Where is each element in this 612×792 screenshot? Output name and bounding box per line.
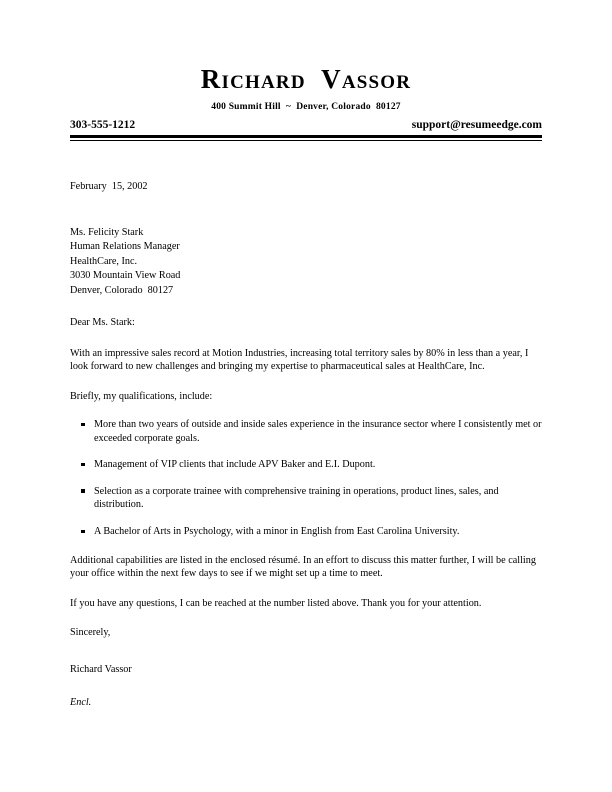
letterhead (70, 66, 542, 141)
closing-paragraph-2: If you have any questions, I can be reached at the number listed above. Thank you for your attention. (70, 597, 482, 609)
qualifications-lead-in: Briefly, my qualifications, include: (70, 390, 213, 402)
qualifications-list (70, 418, 542, 538)
list-item-text: Selection as a corporate trainee with comprehensive training in operations, product lines, sales, and distribution. (94, 485, 499, 511)
signoff: Sincerely, (70, 627, 111, 639)
square-bullet-icon (81, 463, 85, 467)
list-item (70, 525, 542, 539)
list-item (70, 485, 542, 512)
square-bullet-icon (81, 530, 85, 534)
date-line: February 15, 2002 (70, 181, 148, 192)
opening-paragraph: With an impressive sales record at Motion Industries, increasing total territory sales by 80% in less than a year, I look forward to new challenges and bringing my expertise to pharmaceutical sales at HealthCare, Inc. (70, 347, 529, 373)
recipient-line: HealthCare, Inc. (70, 255, 138, 267)
list-item-text: A Bachelor of Arts in Psychology, with a minor in English from East Carolina University. (94, 526, 460, 538)
list-item (70, 458, 542, 472)
recipient-line: Denver, Colorado 80127 (70, 284, 174, 296)
salutation: Dear Ms. Stark: (70, 316, 135, 328)
list-item (70, 418, 542, 445)
list-item-text: Management of VIP clients that include APV Baker and E.I. Dupont. (94, 459, 376, 471)
letterhead-address: 400 Summit Hill ~ Denver, Colorado 80127 (211, 102, 401, 112)
letterhead-contact-row (70, 119, 542, 131)
letterhead-name: Richard Vassor (200, 64, 412, 94)
square-bullet-icon (81, 423, 85, 427)
enclosure-note: Encl. (70, 696, 92, 708)
recipient-address-block (70, 226, 542, 298)
closing-paragraph-1: Additional capabilities are listed in the enclosed résumé. In an effort to discuss this matter further, I will be calling your office within the next few days to see if we might set up a time to meet. (70, 554, 536, 580)
letterhead-email: support@resumeedge.com (411, 119, 542, 131)
square-bullet-icon (81, 489, 85, 493)
divider-rule-thin (70, 140, 542, 141)
recipient-line: 3030 Mountain View Road (70, 270, 181, 282)
signature-block (70, 663, 542, 709)
list-item-text: More than two years of outside and inside sales experience in the insurance sector where I consistently met or exceeded corporate goals. (94, 419, 542, 444)
recipient-line: Human Relations Manager (70, 241, 180, 253)
letter-body (70, 180, 542, 640)
letterhead-phone: 303-555-1212 (70, 119, 136, 131)
letterhead-divider (70, 135, 542, 141)
signature-name: Richard Vassor (70, 664, 132, 675)
recipient-line: Ms. Felicity Stark (70, 226, 144, 238)
